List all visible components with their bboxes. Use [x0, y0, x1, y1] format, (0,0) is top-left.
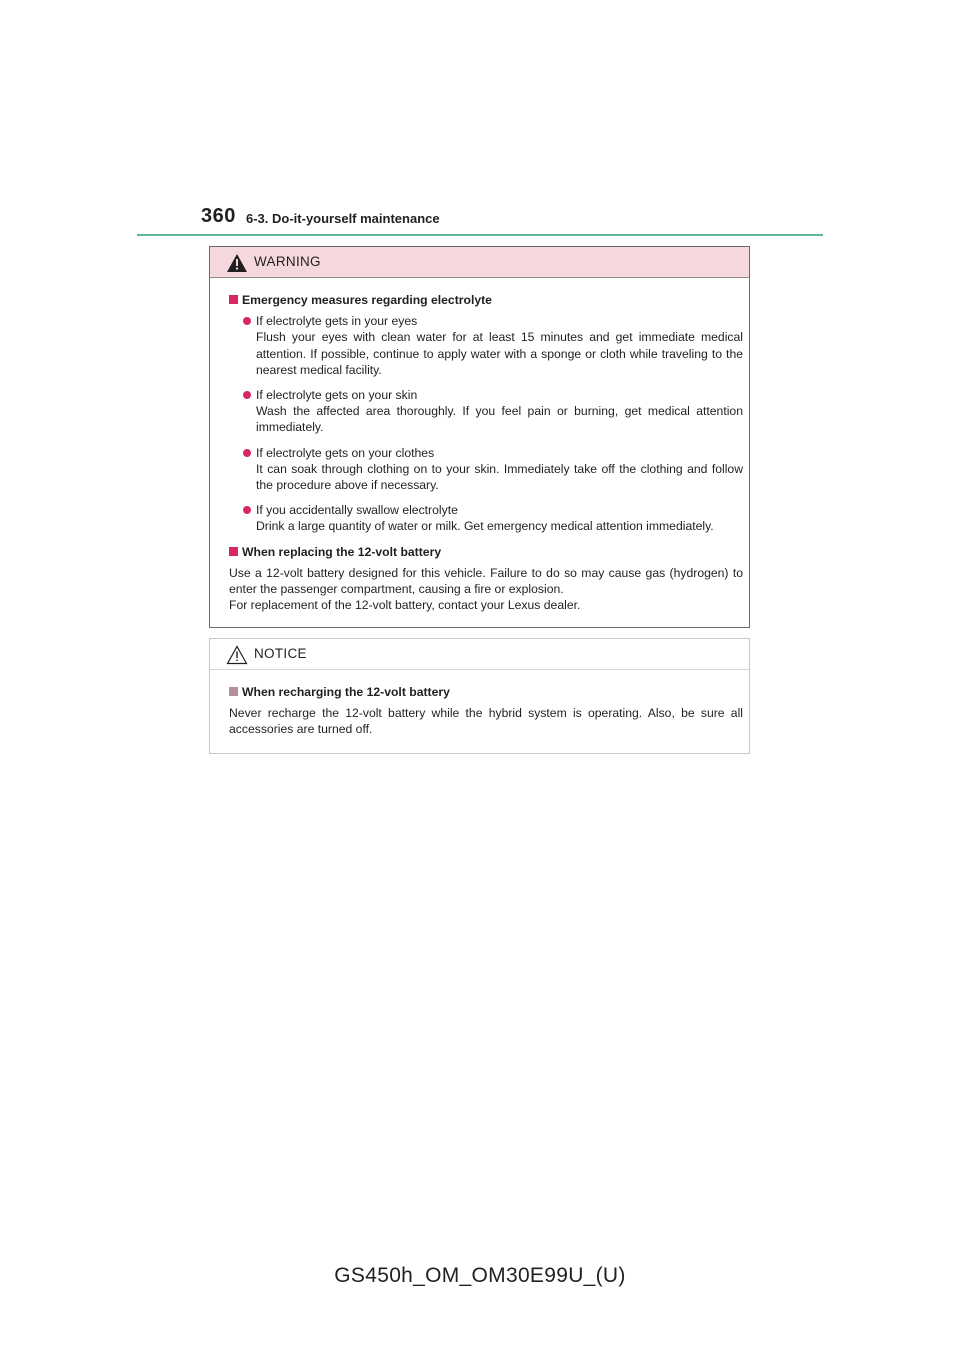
circle-bullet-icon — [243, 449, 251, 457]
notice-header — [210, 639, 749, 670]
warning-triangle-icon — [226, 253, 248, 273]
warning-box — [209, 246, 750, 628]
list-item — [229, 313, 743, 382]
circle-bullet-icon — [243, 317, 251, 325]
page-header — [137, 204, 823, 236]
bullet-heading: If electrolyte gets in your eyes — [256, 314, 418, 329]
notice-box — [209, 638, 750, 754]
bullet-text: Flush your eyes with clean water for at least 15 minutes and get immediate medical attention. If possible, continue to apply water with a sponge or cloth while traveling to the nearest medical facility. — [256, 330, 743, 377]
paragraph: Use a 12-volt battery designed for this vehicle. Failure to do so may cause gas (hydrogen) to enter the passenger compartment, causing a fire or explosion. — [229, 565, 743, 597]
square-bullet-icon — [229, 547, 238, 556]
notice-label: NOTICE — [254, 646, 307, 661]
bullet-text: Wash the affected area thoroughly. If you feel pain or burning, get medical attention immediately. — [256, 404, 743, 435]
warning-body — [210, 278, 749, 613]
list-item — [229, 387, 743, 440]
warning-label: WARNING — [254, 254, 321, 269]
circle-bullet-icon — [243, 506, 251, 514]
caution-triangle-icon — [226, 645, 248, 665]
square-bullet-icon — [229, 687, 238, 696]
warning-section-replacing — [229, 544, 743, 614]
bullet-text: It can soak through clothing on to your skin. Immediately take off the clothing and follow the procedure above if necessary. — [256, 461, 743, 493]
page-number: 360 — [201, 205, 236, 227]
circle-bullet-icon — [243, 391, 251, 399]
bullet-text: Drink a large quantity of water or milk. Get emergency medical attention immediately. — [256, 519, 714, 534]
list-item — [229, 502, 743, 538]
warning-header — [210, 247, 749, 278]
section-heading: When recharging the 12-volt battery — [242, 685, 450, 699]
list-item — [229, 445, 743, 498]
bullet-heading: If electrolyte gets on your skin — [256, 388, 418, 403]
document-code: GS450h_OM_OM30E99U_(U) — [334, 1264, 626, 1287]
section-heading: Emergency measures regarding electrolyte — [242, 293, 492, 307]
section-title: 6-3. Do-it-yourself maintenance — [246, 211, 440, 226]
notice-body — [210, 670, 749, 738]
paragraph: Never recharge the 12-volt battery while the hybrid system is operating. Also, be sure all accessories are turned off. — [229, 706, 743, 737]
paragraph: For replacement of the 12-volt battery, contact your Lexus dealer. — [229, 598, 581, 613]
bullet-heading: If electrolyte gets on your clothes — [256, 445, 435, 460]
square-bullet-icon — [229, 295, 238, 304]
section-heading: When replacing the 12-volt battery — [242, 544, 442, 559]
warning-section-electrolyte — [229, 292, 743, 539]
bullet-heading: If you accidentally swallow electrolyte — [256, 503, 458, 518]
